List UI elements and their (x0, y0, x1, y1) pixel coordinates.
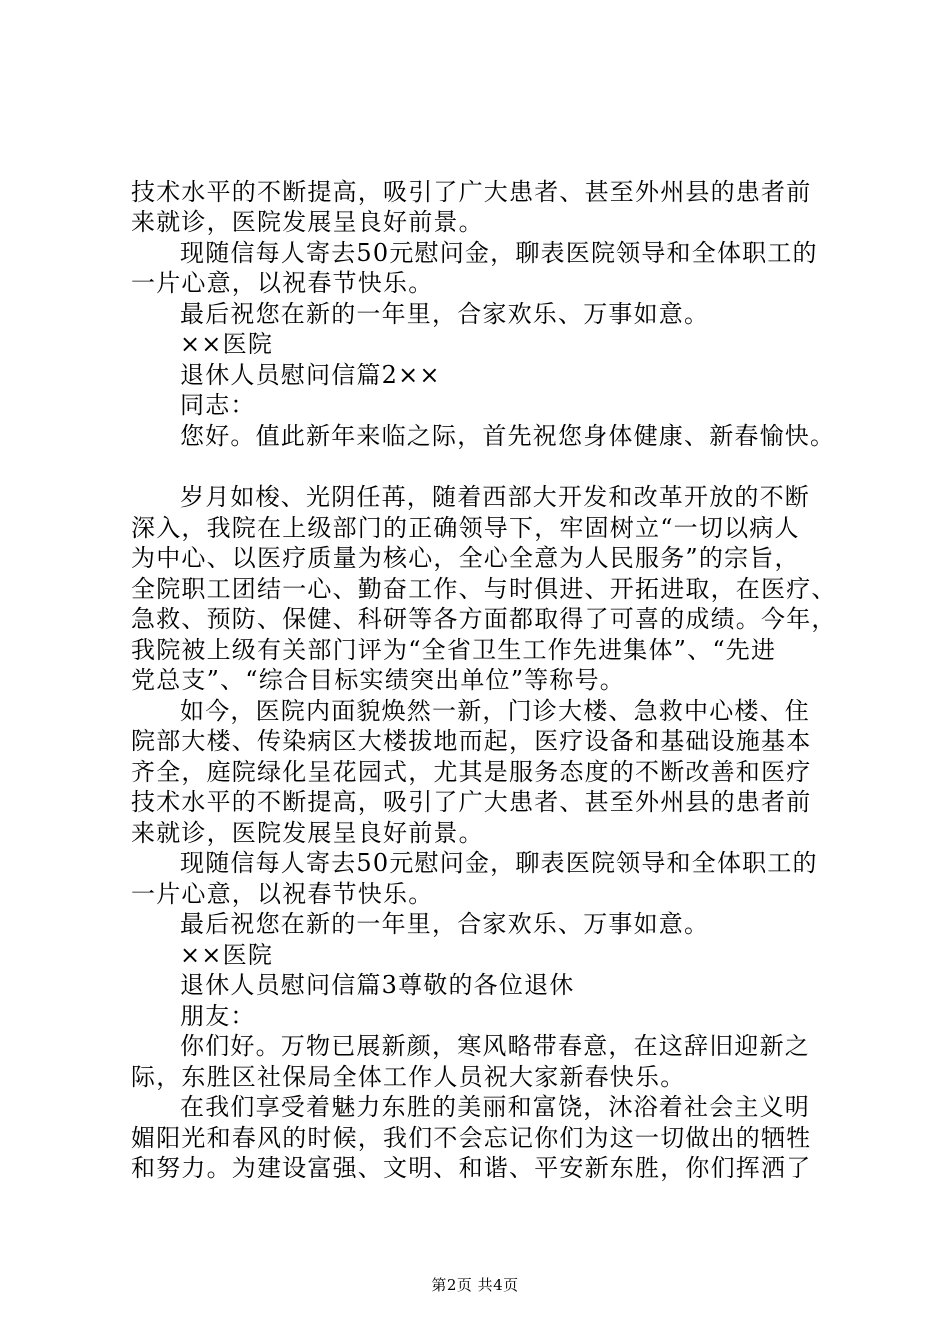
text-line: 我院被上级有关部门评为“全省卫生工作先进集体”、“先进 (131, 636, 777, 664)
text-line: 退休人员慰问信篇2×× (180, 361, 441, 389)
text-line: 同志： (180, 391, 256, 419)
text-line: 为中心、以医疗质量为核心，全心全意为人民服务”的宗旨， (131, 544, 800, 572)
text-line: 朋友： (180, 1002, 256, 1030)
text-line: 现随信每人寄去50元慰问金，聊表医院领导和全体职工的 (180, 849, 818, 877)
text-line: 和努力。为建设富强、文明、和谐、平安新东胜，你们挥洒了 (131, 1154, 812, 1182)
text-line: 最后祝您在新的一年里，合家欢乐、万事如意。 (180, 910, 710, 938)
text-line: 在我们享受着魅力东胜的美丽和富饶，沐浴着社会主义明 (180, 1093, 810, 1121)
text-line: 深入，我院在上级部门的正确领导下，牢固树立“一切以病人 (131, 514, 800, 542)
page-number-footer: 第2页 共4页 (431, 1276, 519, 1294)
text-line: 际，东胜区社保局全体工作人员祝大家新春快乐。 (131, 1063, 686, 1091)
text-line: 最后祝您在新的一年里，合家欢乐、万事如意。 (180, 300, 710, 328)
text-line: 技术水平的不断提高，吸引了广大患者、甚至外州县的患者前 (131, 788, 812, 816)
text-line: 来就诊，医院发展呈良好前景。 (131, 819, 484, 847)
text-line: 技术水平的不断提高，吸引了广大患者、甚至外州县的患者前 (131, 178, 812, 206)
text-line: 院部大楼、传染病区大楼拔地而起，医疗设备和基础设施基本 (131, 727, 812, 755)
text-line: 岁月如梭、光阴任苒，随着西部大开发和改革开放的不断 (180, 483, 810, 511)
text-line: 你们好。万物已展新颜，寒风略带春意，在这辞旧迎新之 (180, 1032, 810, 1060)
text-line: 现随信每人寄去50元慰问金，聊表医院领导和全体职工的 (180, 239, 818, 267)
text-line: 一片心意，以祝春节快乐。 (131, 880, 434, 908)
text-line: 来就诊，医院发展呈良好前景。 (131, 208, 484, 236)
text-line: 全院职工团结一心、勤奋工作、与时俱进、开拓进取，在医疗、 (131, 575, 837, 603)
text-line: 如今，医院内面貌焕然一新，门诊大楼、急救中心楼、住 (180, 697, 810, 725)
text-line: 媚阳光和春风的时候，我们不会忘记你们为这一切做出的牺牲 (131, 1124, 812, 1152)
text-line: ××医院 (180, 941, 274, 969)
text-line: 党总支”、“综合目标实绩突出单位”等称号。 (131, 666, 626, 694)
text-line: 一片心意，以祝春节快乐。 (131, 269, 434, 297)
text-line: 急救、预防、保健、科研等各方面都取得了可喜的成绩。今年， (131, 605, 837, 633)
text-line: ××医院 (180, 330, 274, 358)
text-line: 您好。值此新年来临之际，首先祝您身体健康、新春愉快。 (180, 422, 836, 450)
text-line: 齐全，庭院绿化呈花园式，尤其是服务态度的不断改善和医疗 (131, 758, 812, 786)
text-line: 退休人员慰问信篇3尊敬的各位退休 (180, 971, 575, 999)
